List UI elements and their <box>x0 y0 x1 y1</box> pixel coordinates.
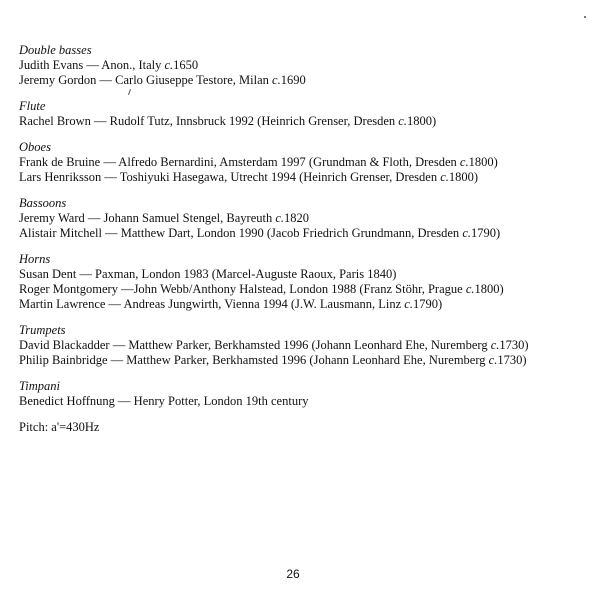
section-timpani <box>19 379 589 409</box>
player-line: Susan Dent — Paxman, London 1983 (Marcel-Auguste Raoux, Paris 1840) <box>19 267 397 281</box>
page-number: 26 <box>286 567 300 581</box>
player-line: Jeremy Gordon — Carlo Giuseppe Testore, Milan c.1690 <box>19 73 306 87</box>
section-heading: Horns <box>19 252 51 266</box>
section-bassoons <box>19 196 589 241</box>
section-heading: Bassoons <box>19 196 67 210</box>
section-heading: Oboes <box>19 140 51 154</box>
section-heading: Double basses <box>19 43 92 57</box>
player-line: Frank de Bruine — Alfredo Bernardini, Amsterdam 1997 (Grundman & Floth, Dresden c.1800) <box>19 155 498 169</box>
player-line: Jeremy Ward — Johann Samuel Stengel, Bayreuth c.1820 <box>19 211 310 225</box>
section-heading: Trumpets <box>19 323 66 337</box>
player-line: Alistair Mitchell — Matthew Dart, London 1990 (Jacob Friedrich Grundmann, Dresden c.1790) <box>19 226 501 240</box>
section-flute <box>19 99 589 129</box>
player-line: Rachel Brown — Rudolf Tutz, Innsbruck 1992 (Heinrich Grenser, Dresden c.1800) <box>19 114 437 128</box>
player-line: Benedict Hoffnung — Henry Potter, London 19th century <box>19 394 309 408</box>
scan-dot <box>584 16 586 18</box>
pitch-note: Pitch: a'=430Hz <box>19 420 100 434</box>
player-line: Lars Henriksson — Toshiyuki Hasegawa, Utrecht 1994 (Heinrich Grenser, Dresden c.1800) <box>19 170 479 184</box>
section-oboes <box>19 140 589 185</box>
instrument-list <box>19 43 589 435</box>
section-horns <box>19 252 589 312</box>
section-trumpets <box>19 323 589 368</box>
player-line: Roger Montgomery —John Webb/Anthony Halstead, London 1988 (Franz Stöhr, Prague c.1800) <box>19 282 504 296</box>
player-line: Martin Lawrence — Andreas Jungwirth, Vienna 1994 (J.W. Lausmann, Linz c.1790) <box>19 297 443 311</box>
player-line: Judith Evans — Anon., Italy c.1650 <box>19 58 199 72</box>
player-line: Philip Bainbridge — Matthew Parker, Berkhamsted 1996 (Johann Leonhard Ehe, Nuremberg c.1730) <box>19 353 527 367</box>
section-double-basses <box>19 43 589 88</box>
section-heading: Timpani <box>19 379 60 393</box>
section-heading: Flute <box>19 99 46 113</box>
player-line: David Blackadder — Matthew Parker, Berkhamsted 1996 (Johann Leonhard Ehe, Nuremberg c.1730) <box>19 338 529 352</box>
